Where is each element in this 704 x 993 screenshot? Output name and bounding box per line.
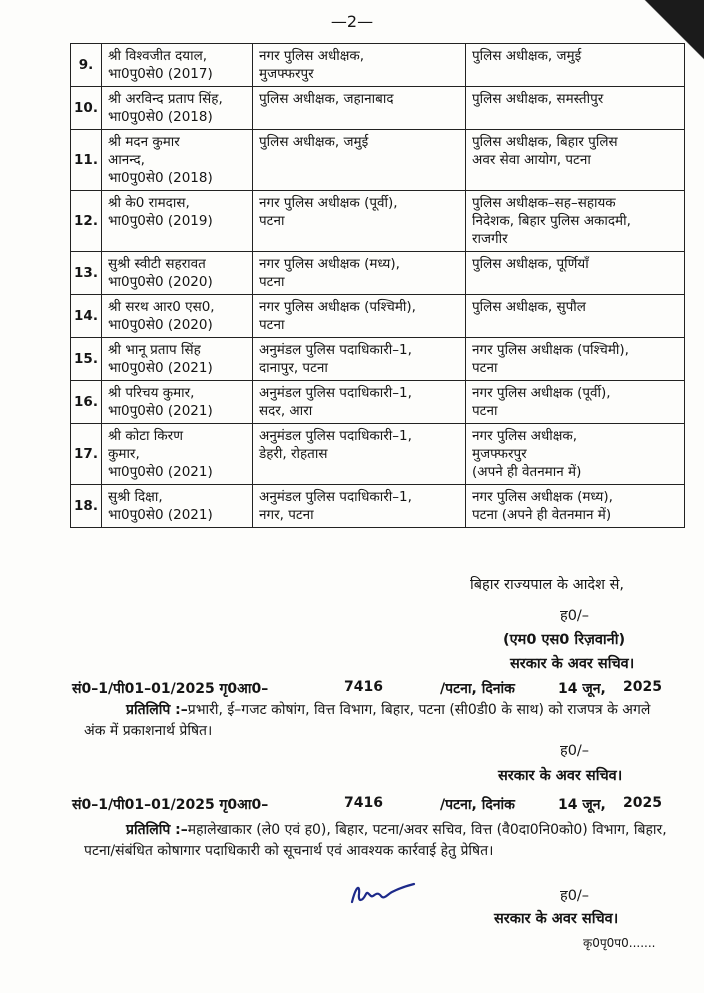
cell-line: राजगीर (472, 231, 508, 247)
table-row (71, 424, 685, 485)
new-posting-cell (466, 424, 685, 485)
memo-2-copy-text (84, 820, 674, 862)
copy-label: प्रतिलिपि :– (126, 822, 188, 838)
cell-line: पुलिस अधीक्षक, जमुई (259, 134, 369, 150)
memo-ref-no: सं0–1/पी01–01/2025 गृ0आ0– (72, 797, 269, 813)
cell-line: पटना (259, 274, 285, 290)
current-posting-cell (253, 485, 466, 528)
cell-line: श्री के0 रामदास, (108, 195, 190, 211)
cell-line: पुलिस अधीक्षक, सुपौल (472, 299, 586, 315)
new-posting-cell (466, 130, 685, 191)
new-posting-cell (466, 44, 685, 87)
new-posting-cell (466, 485, 685, 528)
new-posting-cell (466, 381, 685, 424)
table-row (71, 381, 685, 424)
memo-day-month: 14 जून, (558, 681, 606, 697)
table-row (71, 485, 685, 528)
serial-number: 13. (71, 252, 102, 295)
officer-name-cell (102, 191, 253, 252)
new-posting-cell (466, 87, 685, 130)
cell-line: पटना (472, 360, 498, 376)
page-number: —2— (330, 12, 374, 31)
new-posting-cell (466, 295, 685, 338)
serial-number: 9. (71, 44, 102, 87)
serial-number: 18. (71, 485, 102, 528)
copy-recipients: महालेखाकार (ले0 एवं ह0), बिहार, पटना/अवर सचिव, वित्त (वै0दा0नि0को0) विभाग, बिहार, पटना/संबंधित कोषागार पदाधिकारी को सूचनार्थ एवं आवश्यक कार्रवाई हेतु प्रेषित। (84, 822, 667, 859)
cell-line: श्री परिचय कुमार, (108, 385, 195, 401)
memo-year: 2025 (623, 679, 662, 695)
cell-line: नगर पुलिस अधीक्षक (पश्चिमी), (472, 342, 629, 358)
cell-line: नगर पुलिस अधीक्षक (पूर्वी), (472, 385, 611, 401)
officer-name-cell (102, 87, 253, 130)
serial-number: 10. (71, 87, 102, 130)
governor-order-line: बिहार राज्यपाल के आदेश से, (470, 577, 624, 593)
officer-name-cell (102, 295, 253, 338)
memo-2-signed-mark: ह0/– (560, 888, 590, 904)
cell-line: श्री अरविन्द प्रताप सिंह, (108, 91, 223, 107)
table-row (71, 191, 685, 252)
cell-line: नगर पुलिस अधीक्षक (पूर्वी), (259, 195, 398, 211)
memo-year: 2025 (623, 795, 662, 811)
continuation-note: कृ0पृ0प0....... (583, 936, 656, 950)
memo-number: 7416 (344, 795, 383, 811)
memo-place-date: /पटना, दिनांक (440, 681, 515, 697)
cell-line: श्री मदन कुमार (108, 134, 180, 150)
cell-line: पुलिस अधीक्षक–सह–सहायक (472, 195, 616, 211)
cell-line: पटना (472, 403, 498, 419)
cell-line: आनन्द, (108, 152, 145, 168)
cell-line: सुश्री स्वीटी सहरावत (108, 256, 206, 272)
memo-ref-no: सं0–1/पी01–01/2025 गृ0आ0– (72, 681, 269, 697)
current-posting-cell (253, 252, 466, 295)
cell-line: पुलिस अधीक्षक, पूर्णियाँ (472, 256, 589, 272)
cell-line: निदेशक, बिहार पुलिस अकादमी, (472, 213, 631, 229)
new-posting-cell (466, 338, 685, 381)
officer-designation: सरकार के अवर सचिव। (510, 656, 635, 672)
cell-line: अनुमंडल पुलिस पदाधिकारी–1, (259, 489, 412, 505)
serial-number: 17. (71, 424, 102, 485)
cell-line: श्री विश्वजीत दयाल, (108, 48, 208, 64)
serial-number: 16. (71, 381, 102, 424)
officer-name-cell (102, 485, 253, 528)
officer-name-cell (102, 424, 253, 485)
cell-line: नगर, पटना (259, 507, 314, 523)
memo-number: 7416 (344, 679, 383, 695)
memo-1-copy-text (84, 700, 674, 742)
new-posting-cell (466, 252, 685, 295)
current-posting-cell (253, 87, 466, 130)
serial-number: 14. (71, 295, 102, 338)
memo-place-date: /पटना, दिनांक (440, 797, 515, 813)
cell-line: भा0पु0से0 (2020) (108, 274, 213, 290)
officer-name-cell (102, 338, 253, 381)
cell-line: सुश्री दिक्षा, (108, 489, 163, 505)
current-posting-cell (253, 295, 466, 338)
cell-line: नगर पुलिस अधीक्षक (मध्य), (259, 256, 400, 272)
cell-line: पटना (259, 213, 285, 229)
table-row (71, 44, 685, 87)
cell-line: पुलिस अधीक्षक, समस्तीपुर (472, 91, 604, 107)
memo-1-signed-mark: ह0/– (560, 743, 590, 759)
cell-line: अनुमंडल पुलिस पदाधिकारी–1, (259, 342, 412, 358)
current-posting-cell (253, 338, 466, 381)
copy-recipients: प्रभारी, ई–गजट कोषांग, वित्त विभाग, बिहार, पटना (सी0डी0 के साथ) को राजपत्र के अगले अंक में प्रकाशनार्थ प्रेषित। (84, 702, 651, 739)
serial-number: 11. (71, 130, 102, 191)
serial-number: 15. (71, 338, 102, 381)
cell-line: नगर पुलिस अधीक्षक (मध्य), (472, 489, 613, 505)
memo-day-month: 14 जून, (558, 797, 606, 813)
serial-number: 12. (71, 191, 102, 252)
cell-line: भा0पु0से0 (2021) (108, 464, 213, 480)
cell-line: अनुमंडल पुलिस पदाधिकारी–1, (259, 428, 412, 444)
table-row (71, 295, 685, 338)
current-posting-cell (253, 130, 466, 191)
cell-line: भा0पु0से0 (2020) (108, 317, 213, 333)
memo-2-designation: सरकार के अवर सचिव। (494, 911, 619, 927)
officer-name-cell (102, 252, 253, 295)
officer-name-cell (102, 381, 253, 424)
officer-name: (एम0 एस0 रिज़वानी) (503, 632, 626, 648)
cell-line: नगर पुलिस अधीक्षक (पश्चिमी), (259, 299, 416, 315)
cell-line: डेहरी, रोहतास (259, 446, 328, 462)
table-row (71, 338, 685, 381)
cell-line: पटना (259, 317, 285, 333)
cell-line: भा0पु0से0 (2021) (108, 507, 213, 523)
cell-line: पुलिस अधीक्षक, बिहार पुलिस (472, 134, 618, 150)
current-posting-cell (253, 381, 466, 424)
current-posting-cell (253, 191, 466, 252)
current-posting-cell (253, 424, 466, 485)
cell-line: अवर सेवा आयोग, पटना (472, 152, 591, 168)
cell-line: श्री सरथ आर0 एस0, (108, 299, 215, 315)
cell-line: (अपने ही वेतनमान में) (472, 464, 582, 480)
cell-line: दानापुर, पटना (259, 360, 328, 376)
cell-line: पुलिस अधीक्षक, जहानाबाद (259, 91, 394, 107)
current-posting-cell (253, 44, 466, 87)
copy-label: प्रतिलिपि :– (126, 702, 188, 718)
cell-line: भा0पु0से0 (2018) (108, 109, 213, 125)
cell-line: भा0पु0से0 (2019) (108, 213, 213, 229)
table-row (71, 252, 685, 295)
officer-name-cell (102, 44, 253, 87)
officer-name-cell (102, 130, 253, 191)
cell-line: नगर पुलिस अधीक्षक, (472, 428, 578, 444)
cell-line: भा0पु0से0 (2017) (108, 66, 213, 82)
cell-line: मुजफ्फरपुर (259, 66, 314, 82)
table-row (71, 130, 685, 191)
memo-1-designation: सरकार के अवर सचिव। (498, 768, 623, 784)
transfer-table (70, 43, 685, 528)
cell-line: श्री कोटा किरण (108, 428, 183, 444)
table-row (71, 87, 685, 130)
cell-line: नगर पुलिस अधीक्षक, (259, 48, 365, 64)
cell-line: पुलिस अधीक्षक, जमुई (472, 48, 582, 64)
cell-line: मुजफ्फरपुर (472, 446, 527, 462)
cell-line: भा0पु0से0 (2021) (108, 360, 213, 376)
cell-line: पटना (अपने ही वेतनमान में) (472, 507, 612, 523)
cell-line: श्री भानू प्रताप सिंह (108, 342, 201, 358)
new-posting-cell (466, 191, 685, 252)
cell-line: भा0पु0से0 (2018) (108, 170, 213, 186)
cell-line: सदर, आरा (259, 403, 313, 419)
cell-line: अनुमंडल पुलिस पदाधिकारी–1, (259, 385, 412, 401)
cell-line: भा0पु0से0 (2021) (108, 403, 213, 419)
cell-line: कुमार, (108, 446, 140, 462)
handwritten-signature (348, 880, 418, 910)
signed-mark: ह0/– (560, 608, 590, 624)
